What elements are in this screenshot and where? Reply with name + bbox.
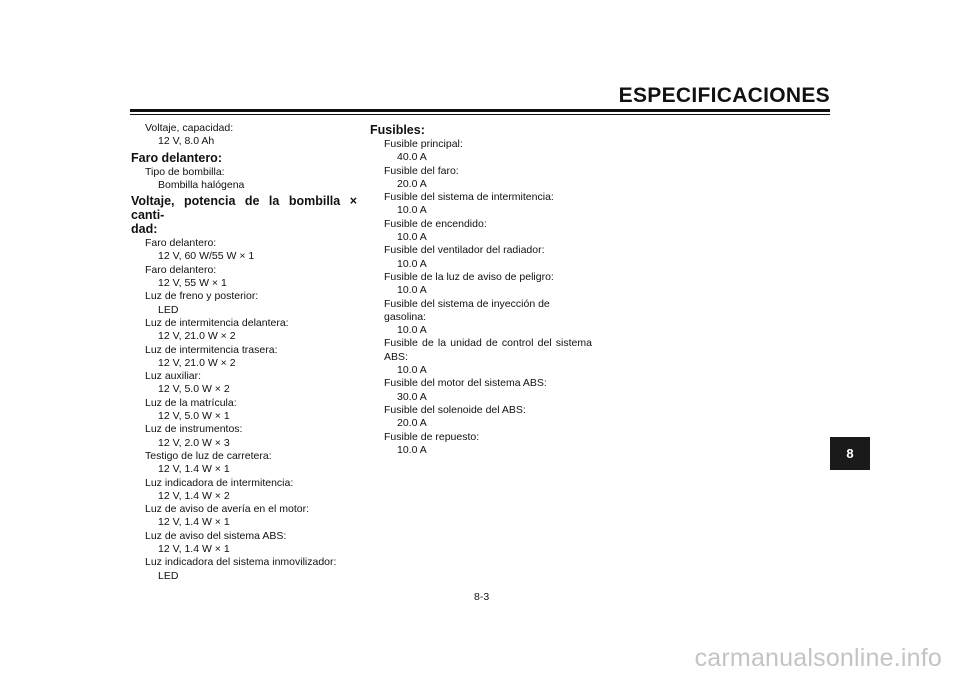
bulb-item-value: LED — [158, 303, 179, 316]
fuse-item-label: Fusible de repuesto: — [384, 430, 480, 443]
bulb-item-value: 12 V, 21.0 W × 2 — [158, 356, 236, 369]
bulb-item-label: Faro delantero: — [145, 237, 217, 250]
bulb-item-value: 12 V, 2.0 W × 3 — [158, 436, 230, 449]
fuse-item-label: Fusible principal: — [384, 138, 463, 150]
bulb-item-label: Luz de intermitencia trasera: — [145, 343, 278, 356]
bulb-item-label: Faro delantero: — [145, 263, 217, 276]
bulb-item-value: 12 V, 1.4 W × 2 — [158, 489, 230, 502]
bulb-item-label: Luz de freno y posterior: — [145, 290, 259, 303]
header-rule-thick — [130, 109, 830, 112]
bulb-item-value: 12 V, 5.0 W × 1 — [158, 410, 230, 423]
bulb-item-label: Luz indicadora del sistema inmovilizador: — [145, 556, 337, 569]
bulb-item-value: 12 V, 5.0 W × 2 — [158, 383, 230, 396]
fuse-list-2 — [370, 377, 592, 457]
fuse-item-label: Fusible del motor del sistema ABS: — [384, 377, 547, 390]
fuse-item-value: 10.0 A — [397, 257, 427, 270]
bulb-item-value: 12 V, 55 W × 1 — [158, 277, 227, 290]
bulb-item-value: 12 V, 21.0 W × 2 — [158, 330, 236, 343]
fuse-item-label: Fusible del faro: — [384, 164, 459, 177]
chapter-tab: 8 — [830, 437, 870, 470]
page-title: ESPECIFICACIONES — [618, 84, 830, 107]
bulb-item-label: Luz indicadora de intermitencia: — [145, 476, 294, 489]
fuse-item-label: Fusible de la luz de aviso de peligro: — [384, 270, 554, 283]
bulb-type-value: Bombilla halógena — [158, 178, 245, 191]
fuse-item-value: 40.0 A — [397, 151, 427, 164]
fuse-item-label: Fusible del ventilador del radiador: — [384, 244, 545, 257]
bulb-item-value: 12 V, 1.4 W × 1 — [158, 543, 230, 556]
page-number: 8-3 — [474, 591, 490, 603]
bulb-item-value: 12 V, 1.4 W × 1 — [158, 463, 230, 476]
bulb-item-value: 12 V, 60 W/55 W × 1 — [158, 250, 255, 263]
fuse-item-label: Fusible del sistema de inyección de gasolina: — [384, 297, 550, 323]
fuse-item-value: 10.0 A — [397, 443, 427, 456]
watermark: carmanualsonline.info — [694, 644, 942, 672]
abs-unit-label-line2: ABS: — [384, 350, 408, 363]
bulb-list — [131, 237, 357, 583]
right-column — [370, 122, 592, 457]
wattage-heading-line2: dad: — [131, 222, 158, 237]
fuse-item-value: 10.0 A — [397, 204, 427, 217]
bulb-item-label: Testigo de luz de carretera: — [145, 449, 272, 462]
fuse-item-label: Fusible de encendido: — [384, 217, 487, 230]
bulb-item-label: Luz de la matrícula: — [145, 396, 237, 409]
abs-unit-value: 10.0 A — [397, 364, 427, 377]
fuse-item-value: 10.0 A — [397, 324, 427, 337]
fuse-item-value: 10.0 A — [397, 284, 427, 297]
bulb-item-label: Luz de aviso del sistema ABS: — [145, 529, 287, 542]
bulb-item-label: Luz de instrumentos: — [145, 423, 243, 436]
left-column — [131, 122, 357, 583]
header-rule-thin — [130, 114, 830, 115]
battery-label: Voltaje, capacidad: — [145, 122, 234, 134]
fuse-item-value: 30.0 A — [397, 390, 427, 403]
bulb-item-label: Luz auxiliar: — [145, 370, 202, 383]
bulb-item-label: Luz de intermitencia delantera: — [145, 316, 289, 329]
fuse-item-value: 10.0 A — [397, 231, 427, 244]
fuse-item-label: Fusible del solenoide del ABS: — [384, 403, 526, 416]
abs-unit-label-line1: Fusible de la unidad de control del sistema — [384, 337, 592, 350]
bulb-item-label: Luz de aviso de avería en el motor: — [145, 503, 310, 516]
fuse-item-value: 20.0 A — [397, 177, 427, 190]
bulb-type-label: Tipo de bombilla: — [145, 165, 225, 178]
fuse-item-value: 20.0 A — [397, 417, 427, 430]
fuse-list — [370, 138, 592, 337]
fuses-heading: Fusibles: — [370, 123, 425, 137]
bulb-item-value: 12 V, 1.4 W × 1 — [158, 516, 230, 529]
fuse-item-label: Fusible del sistema de intermitencia: — [384, 191, 554, 204]
wattage-heading-line1: Voltaje, potencia de la bombilla × canti- — [131, 194, 357, 223]
battery-value: 12 V, 8.0 Ah — [158, 135, 215, 148]
headlight-heading: Faro delantero: — [131, 150, 222, 165]
bulb-item-value: LED — [158, 569, 179, 582]
